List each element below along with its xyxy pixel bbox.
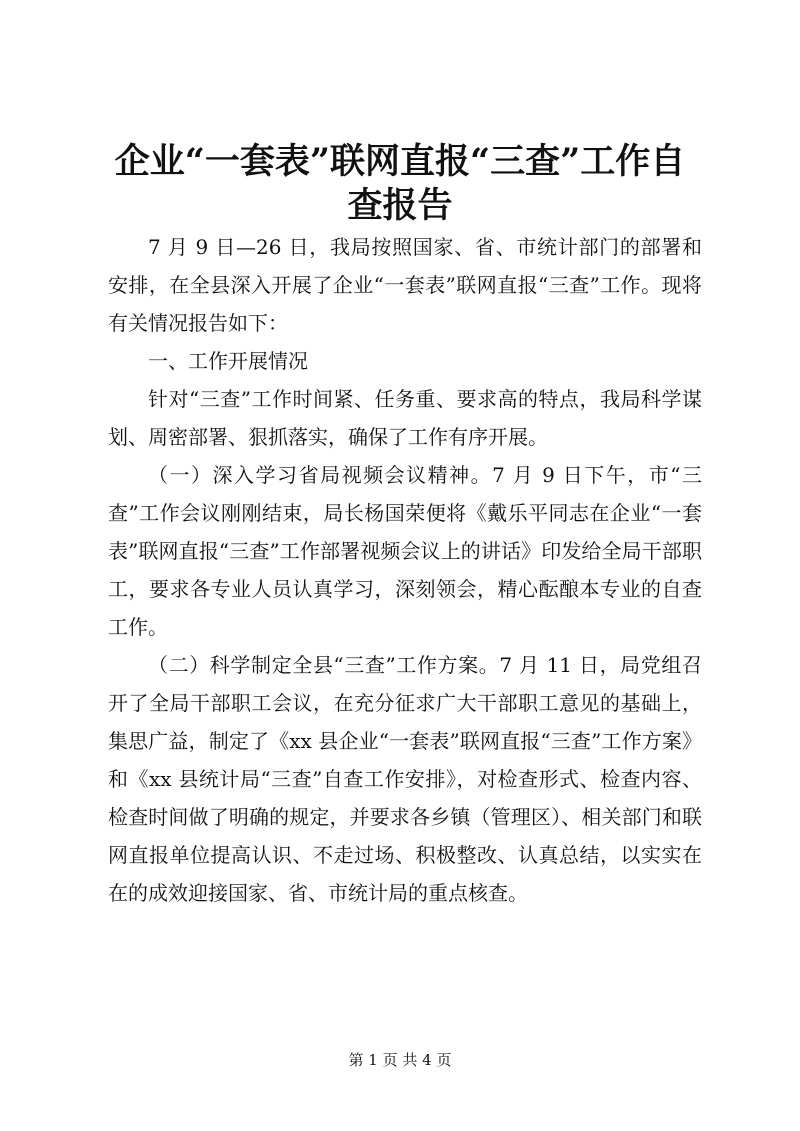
document-title: 企业“一套表”联网直报“三查”工作自查报告 (114, 141, 686, 226)
section-heading-1: 一、工作开展情况 (148, 349, 308, 373)
paragraph-overview: 针对“三查”工作时间紧、任务重、要求高的特点，我局科学谋划、周密部署、狠抓落实，确保了工作有序开展。 (108, 387, 702, 449)
paragraph-item-2: （二）科学制定全县“三查”工作方案。7 月 11 日，局党组召开了全局干部职工会议，在充分征求广大干部职工意见的基础上，集思广益，制定了《xx 县企业“一套表”联网直报“三查”工作方案》和《xx 县统计局“三查”自查工作安排》，对检查形式、检查内容、检查时间做了明确的规定，并要求各乡镇（管理区）、相关部门和联网直报单位提高认识、不走过场、积极整改、认真总结，以实实在在的成效迎接国家、省、市统计局的重点核查。 (108, 653, 702, 905)
paragraph-intro: 7 月 9 日—26 日，我局按照国家、省、市统计部门的部署和安排，在全县深入开展了企业“一套表”联网直报“三查”工作。现将有关情况报告如下： (108, 235, 702, 335)
document-body (108, 228, 702, 912)
paragraph-item-1: （一）深入学习省局视频会议精神。7 月 9 日下午，市“三查”工作会议刚刚结束，局长杨国荣便将《戴乐平同志在企业“一套表”联网直报“三查”工作部署视频会议上的讲话》印发给全局干部职工，要求各专业人员认真学习，深刻领会，精心酝酿本专业的自查工作。 (108, 463, 702, 639)
page-footer: 第 1 页 共 4 页 (348, 1051, 452, 1069)
